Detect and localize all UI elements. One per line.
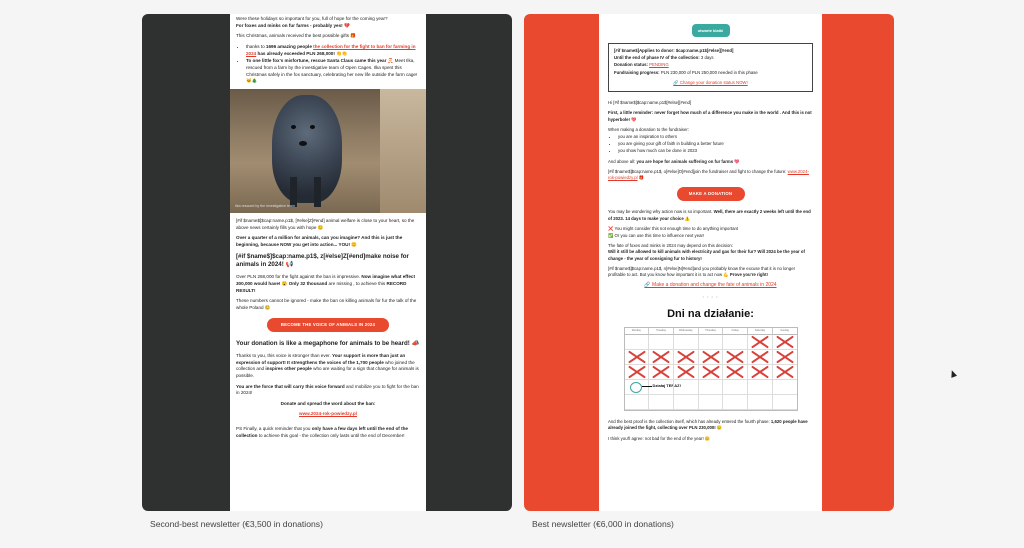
agree-text: I think you'll agree: not bad for the end of the year! 😊 bbox=[608, 435, 711, 441]
wonder-text: You may be wondering why action now is so important. Well, there are exactly 2 weeks left until the end of 2023. 14 days to make your choice ⚠️ bbox=[608, 209, 811, 221]
ps-text: PS Finally, a quick reminder that you only have a few days left until the end of the collection to achieve this goal - the collection only lasts until the end of December! bbox=[236, 426, 408, 438]
calendar-day bbox=[748, 395, 773, 410]
become-voice-button[interactable]: BECOME THE VOICE OF ANIMALS IN 2024 bbox=[267, 318, 389, 332]
status-box-line: Fundraising progress: PLN 230,000 of PLN 250,000 needed in this phase bbox=[614, 69, 758, 75]
calendar-day-crossed bbox=[699, 350, 724, 365]
calendar-day bbox=[699, 380, 724, 395]
fox-photo bbox=[230, 89, 426, 213]
calendar-note: Działaj TERAZ! bbox=[652, 383, 681, 389]
otwarte-klatki-logo: otwarte klatki bbox=[692, 24, 730, 37]
noise-heading: [#if $name$]$cap:name.p1$, z[#else]Z[#end]make noise for animals in 2024! 📢 bbox=[236, 252, 409, 268]
calendar-day-crossed bbox=[649, 350, 674, 365]
calendar-day-label: Sunday bbox=[773, 328, 797, 335]
calendar-week bbox=[625, 350, 797, 365]
donation-bullets bbox=[608, 134, 813, 155]
calendar-week bbox=[625, 365, 797, 380]
calendar-day bbox=[773, 395, 797, 410]
right-newsletter-panel bbox=[524, 14, 894, 511]
calendar-day-crossed bbox=[625, 350, 650, 365]
calendar-day-crossed bbox=[649, 365, 674, 380]
calendar-day bbox=[649, 380, 674, 395]
quarter-text: Over a quarter of a million for animals, can you imagine? And this is just the beginning, because NOW you get into action... YOU! 😊 bbox=[236, 235, 403, 247]
right-email-content bbox=[599, 14, 822, 511]
calendar-day-crossed bbox=[674, 350, 699, 365]
calendar-day bbox=[723, 335, 748, 350]
calendar-day bbox=[649, 395, 674, 410]
list-item: • thanks to 1696 amazing people the collection for the fight to ban for farming in 2024 has already exceeded PLN 268,000! 👏👏 bbox=[246, 44, 420, 57]
join-link[interactable]: www.2024-rok-powiedzy.pl bbox=[608, 168, 809, 181]
list-item: • you show how much can be done in 2023 bbox=[618, 148, 813, 154]
calendar-day-crossed bbox=[748, 365, 773, 380]
calendar-day-crossed bbox=[748, 350, 773, 365]
calendar-day-label: Thursday bbox=[699, 328, 724, 335]
status-box-line: Donation status: PENDING bbox=[614, 62, 669, 68]
left-newsletter-panel bbox=[142, 14, 512, 511]
calendar-day bbox=[674, 380, 699, 395]
calendar-day-label: Saturday bbox=[748, 328, 773, 335]
calendar-day bbox=[674, 335, 699, 350]
calendar-day bbox=[674, 395, 699, 410]
calendar-day bbox=[625, 395, 650, 410]
calendar-day bbox=[649, 335, 674, 350]
calendar-week bbox=[625, 335, 797, 350]
calendar-day-crossed bbox=[748, 335, 773, 350]
calendar-day-crossed bbox=[699, 365, 724, 380]
calendar-day-crossed bbox=[773, 365, 797, 380]
calendar-week bbox=[625, 380, 797, 395]
calendar-title: Dni na działanie: bbox=[667, 308, 754, 321]
choice-text: ✅ Or you can use this time to influence next year! bbox=[608, 232, 705, 238]
calendar-day-label: Tuesday bbox=[649, 328, 674, 335]
change-status-link[interactable]: 🔗 Change your donation status NOW! bbox=[673, 79, 748, 85]
fate-text: The fate of foxes and minks in 2024 may depend on this decision: Will it still be allowed to kill animals with electricity and gas for their fur? Will 2024 be the year of change - the year of consigning fur to history! bbox=[608, 243, 805, 261]
left-panel-caption: Second-best newsletter (€3,500 in donations) bbox=[150, 519, 323, 529]
calendar-day-today bbox=[625, 380, 681, 395]
calendar-day-crossed bbox=[773, 350, 797, 365]
collection-link[interactable]: the collection for the fight to ban for farming in 2024 bbox=[246, 43, 416, 56]
join-text: [#if $name$]$cap:name.p1$, o[#else]O[#end]join the fundraiser and fight to change the future: www.2024-rok-powiedzy.pl 🎁 bbox=[608, 168, 809, 181]
calendar-day-crossed bbox=[723, 350, 748, 365]
make-donation-button[interactable]: MAKE A DONATION bbox=[677, 187, 745, 201]
over-text: Over PLN 268,000 for the fight against the ban is impressive. Now imagine what effect 300,000 would have! 😮 Only 32 thousand are missing , to achieve this RECORD RESULT! bbox=[236, 274, 415, 293]
numbers-text: These numbers cannot be ignored - make the ban on killing animals for fur the talk of the whole Poland 😊 bbox=[236, 298, 417, 310]
calendar-day-label: Wednesday bbox=[674, 328, 699, 335]
choice-text: ❌ You might consider this not enough time to do anything important bbox=[608, 225, 739, 231]
calendar-week bbox=[625, 395, 797, 410]
calendar-day bbox=[748, 380, 773, 395]
calendar-day-crossed bbox=[723, 365, 748, 380]
action-calendar bbox=[624, 327, 798, 411]
mouse-cursor-icon bbox=[949, 369, 957, 378]
force-text: You are the force that will carry this voice forward and mobilize you to fight for the ban in 2024! bbox=[236, 383, 419, 396]
wish-text: [#if $name$]$cap:name.p1$, n[#else]N[#end]and you probably know the excuse that it is no longer profitable to act. But you know how important it is to act now 💪 Prove you're right! bbox=[608, 265, 796, 278]
divider-dots: • • • • bbox=[702, 293, 719, 299]
calendar-day bbox=[699, 335, 724, 350]
merge-intro: [#if $name$]$cap:name.p1$, [#else]Z[#end] animal welfare is close to your heart, so the above news certainly fills you with hope 😊 bbox=[236, 217, 415, 230]
pending-status: PENDING bbox=[649, 62, 669, 68]
intro-text: Were these holidays so important for you, full of hope for the coming year? bbox=[236, 16, 388, 21]
photo-caption: Ilka rescued by the investigative team bbox=[235, 203, 295, 208]
calendar-day-crossed bbox=[625, 365, 650, 380]
donation-status-box bbox=[608, 43, 813, 92]
change-fate-link[interactable]: 🔗 Make a donation and change the fate of animals in 2024 bbox=[644, 282, 777, 289]
donate-spread-text: Donate and spread the word about the ban: bbox=[280, 400, 376, 406]
reminder-text: First, a little reminder: never forget how much of a difference you make in the world . And this is not hyperbole! 💖 bbox=[608, 110, 812, 122]
calendar-day-crossed bbox=[773, 335, 797, 350]
site-link[interactable]: www.2024-rok-powiedzy.pl bbox=[299, 411, 357, 417]
list-item: • you are giving your gift of faith in building a better future bbox=[618, 141, 813, 147]
calendar-day bbox=[723, 380, 748, 395]
list-item: • you are an inspiration to others bbox=[618, 134, 813, 140]
when-making-text: When making a donation to the fundraiser: bbox=[608, 126, 689, 132]
gifts-list bbox=[236, 44, 420, 85]
right-panel-caption: Best newsletter (€6,000 in donations) bbox=[532, 519, 674, 529]
megaphone-heading: Your donation is like a megaphone for animals to be heard! 📣 bbox=[236, 339, 420, 347]
status-box-line: [#if $name$]Applies to donor: $cap:name.p1$[#else][#end] bbox=[614, 48, 734, 53]
status-box-line: Until the end of phase IV of the collection: 3 days bbox=[614, 55, 714, 61]
calendar-day bbox=[723, 395, 748, 410]
calendar-day bbox=[699, 395, 724, 410]
proof-text: And the best proof is the collection itself, which has already entered the fourth phase: 1,620 people have already joined the fight, collecting over PLN 230,000! 😊 bbox=[608, 419, 808, 431]
thanks-text: Thanks to you, this voice is stronger than ever. Your support is more than just an expression of support! It strengthens the voices of the 1,700 people who joined the collection and inspires other people who are waiting for a sign that change for animals is possible. bbox=[236, 352, 419, 378]
above-all-text: And above all: you are hope for animals suffering on fur farms 💖 bbox=[608, 158, 740, 164]
greeting: Hi [#if $name$]$cap:name.p1$[#else][#end] bbox=[608, 100, 692, 106]
gifts-intro: This Christmas, animals received the best possible gifts 🎁 bbox=[236, 33, 357, 39]
calendar-header bbox=[625, 328, 797, 335]
calendar-day-label: Monday bbox=[625, 328, 650, 335]
calendar-day-label: Friday bbox=[723, 328, 748, 335]
left-email-content bbox=[230, 14, 426, 511]
calendar-day bbox=[625, 335, 650, 350]
calendar-day bbox=[773, 380, 797, 395]
list-item: • To one little fox's misfortune, rescue Santa Claus came this year 🎅 Meet Ilka, rescued from a farm by the investigative team of Open Cages. Ilka spent this Christmas safely in the fox sanctuary, celebrating her new life outside the farm cage! 🐱🎄 bbox=[246, 58, 420, 85]
intro-bold-text: For foxes and minks on fur farms - probably yes! 💔 bbox=[236, 22, 350, 28]
calendar-day-crossed bbox=[674, 365, 699, 380]
